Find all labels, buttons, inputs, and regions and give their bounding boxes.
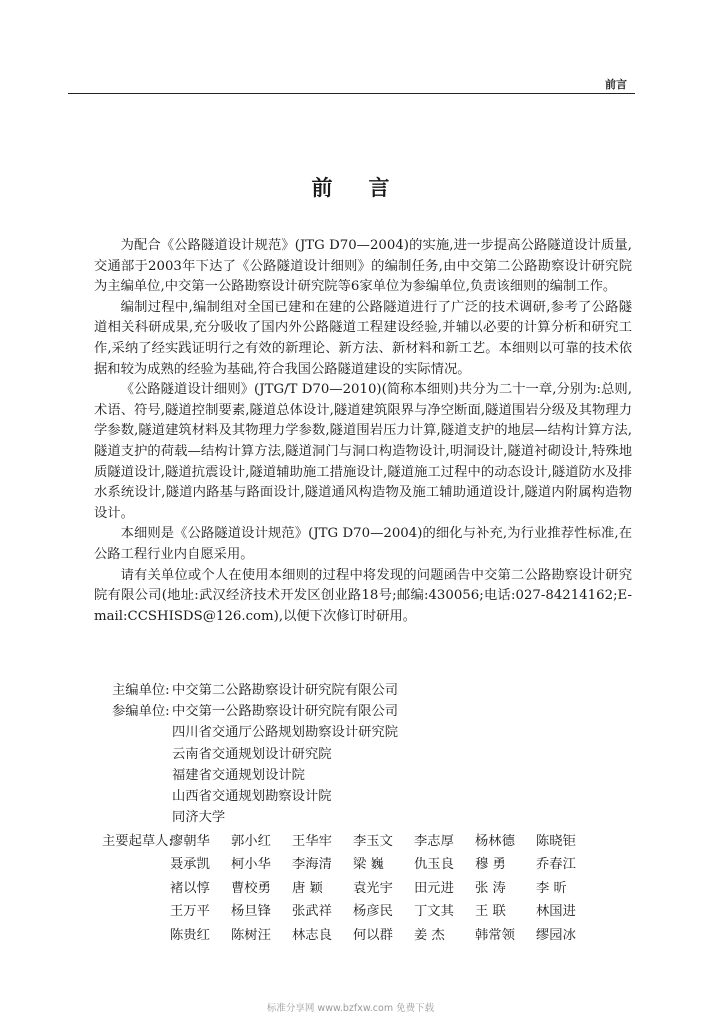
drafter-name: 张武祥 <box>292 904 332 920</box>
drafter-name: 廖朝华 <box>170 834 210 849</box>
drafter-name: 丁文其 <box>414 904 454 920</box>
drafter-name: 聂承凯 <box>170 857 210 873</box>
drafter-name: 杨旦锋 <box>231 904 271 920</box>
drafter-name: 穆 勇 <box>475 857 506 873</box>
page-title: 前言 <box>311 176 426 200</box>
drafter-name: 林国进 <box>536 904 576 920</box>
drafter-name: 唐 颖 <box>292 880 323 896</box>
paragraph-3: 《公路隧道设计细则》(JTG/T D70—2010)(简称本细则)共分为二十一章,分别为:总则,术语、符号,隧道控制要素,隧道总体设计,隧道建筑限界与净空断面,隧道围岩分级及其物理力学参数,隧道建筑材料及其物理力学参数,隧道围岩压力计算,隧道支护的地层—结构计算方法,隧道支护的荷载—结构计算方法,隧道洞门与洞口构造物设计,明洞设计,隧道衬砌设计,特殊地质隧道设计,隧道抗震设计,隧道辅助施工措施设计,隧道施工过程中的动态设计,隧道防水及排水系统设计,隧道内路基与路面设计,隧道通风构造物及施工辅助通道设计,隧道内附属构造物设计。 <box>94 382 632 521</box>
drafter-name: 曹校勇 <box>231 880 271 896</box>
drafter-name: 韩常领 <box>475 927 515 943</box>
drafter-name: 林志良 <box>292 927 332 943</box>
drafter-name: 王华牢 <box>292 834 332 849</box>
drafter-name: 李 昕 <box>536 880 567 896</box>
paragraph-1: 为配合《公路隧道设计规范》(JTG D70—2004)的实施,进一步提高公路隧道设计质量,交通部于2003年下达了《公路隧道设计细则》的编制任务,由中交第二公路勘察设计研究院为主编单位,中交第一公路勘察设计研究院等6家单位为参编单位,负责该细则的编制工作。 <box>94 238 632 295</box>
drafter-name: 李志厚 <box>414 834 454 849</box>
drafter-name: 褚以惇 <box>170 880 210 896</box>
drafter-name: 袁光宇 <box>353 880 393 896</box>
paragraph-4: 本细则是《公路隧道设计规范》(JTG D70—2004)的细化与补充,为行业推荐性标准,在公路工程行业内自愿采用。 <box>94 526 632 562</box>
preface-body <box>94 236 632 627</box>
participating-units-list <box>172 701 632 828</box>
paragraph-2: 编制过程中,编制组对全国已建和在建的公路隧道进行了广泛的技术调研,参考了公路隧道相关科研成果,充分吸收了国内外公路隧道工程建设经验,并辅以必要的计算分析和研究工作,采纳了经实践证明行之有效的新理论、新方法、新材料和新工艺。本细则以可靠的技术依据和较为成熟的经验为基础,符合我国公路隧道建设的实际情况。 <box>94 299 632 377</box>
participating-unit: 四川省交通厅公路规划勘察设计研究院 <box>172 725 399 741</box>
drafters-grid <box>170 830 597 947</box>
drafter-name: 杨彦民 <box>353 904 393 920</box>
drafter-name: 杨林德 <box>475 834 515 849</box>
drafter-name: 李海清 <box>292 857 332 873</box>
drafter-name: 陈贵红 <box>170 927 210 943</box>
drafter-name: 张 涛 <box>475 880 506 896</box>
running-head: 前言 <box>605 78 627 91</box>
drafter-name: 姜 杰 <box>414 927 445 943</box>
drafter-name: 陈树汪 <box>231 927 271 943</box>
participating-unit: 云南省交通规划设计研究院 <box>172 746 332 762</box>
participating-unit: 山西省交通规划勘察设计院 <box>172 789 332 805</box>
footer-watermark: 标准分享网 www.bzfxw.com 免费下载 <box>266 1003 435 1014</box>
participating-unit: 中交第一公路勘察设计研究院有限公司 <box>172 704 399 720</box>
header-rule <box>68 93 635 94</box>
paragraph-5: 请有关单位或个人在使用本细则的过程中将发现的问题函告中交第二公路勘察设计研究院有限公司(地址:武汉经济技术开发区创业路18号;邮编:430056;电话:027-84214162;E-mail:CCSHISDS@126.com),以便下次修订时研用。 <box>94 567 632 624</box>
drafters-label: 主要起草人: <box>102 834 173 849</box>
drafter-name: 李玉文 <box>353 834 393 849</box>
drafter-name: 田元进 <box>414 880 454 896</box>
participating-units-row <box>112 701 632 828</box>
drafter-name: 柯小华 <box>231 857 271 873</box>
chief-unit-name: 中交第二公路勘察设计研究院有限公司 <box>172 683 399 698</box>
drafter-name: 郭小红 <box>231 834 271 849</box>
chief-unit-label: 主编单位: <box>112 683 170 698</box>
main-drafters <box>102 830 642 947</box>
editing-units <box>112 680 632 828</box>
drafter-name: 陈晓钜 <box>536 834 576 849</box>
drafter-name: 何以群 <box>353 927 393 943</box>
participating-unit: 同济大学 <box>172 810 226 826</box>
drafter-name: 王万平 <box>170 904 210 920</box>
drafter-name: 缪园冰 <box>536 927 576 943</box>
participating-units-label: 参编单位: <box>112 704 170 720</box>
drafter-name: 乔春江 <box>536 857 576 873</box>
drafter-name: 仇玉良 <box>414 857 454 873</box>
chief-unit-row <box>112 680 632 701</box>
participating-unit: 福建省交通规划设计院 <box>172 767 305 783</box>
drafter-name: 王 联 <box>475 904 506 920</box>
drafter-name: 梁 巍 <box>353 857 384 873</box>
